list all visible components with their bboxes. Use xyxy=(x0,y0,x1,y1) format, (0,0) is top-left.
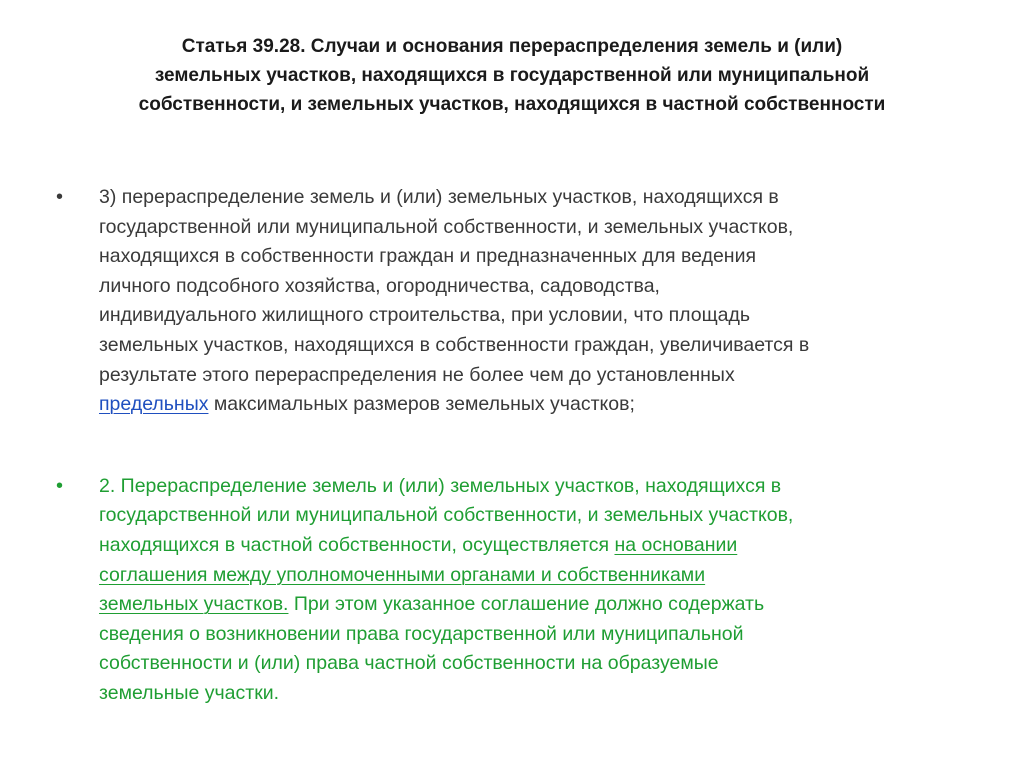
bullet-text-line xyxy=(99,531,976,561)
bullet-text-line xyxy=(99,561,976,591)
title-line: собственности, и земельных участков, находящихся в частной собственности xyxy=(138,94,886,115)
bullet-list xyxy=(56,183,976,709)
link-land-plots[interactable]: земельных участков. xyxy=(99,593,289,616)
bullet-text-line: индивидуального жилищного строительства, при условии, что площадь xyxy=(99,304,751,327)
title-line: Статья 39.28. Случаи и основания перераспределения земель и (или) xyxy=(181,36,843,57)
bullet-text-line: собственности и (или) права частной собственности на образуемые xyxy=(99,652,719,675)
bullet-text-line: государственной или муниципальной собственности, и земельных участков, xyxy=(99,215,794,238)
bullet-text-line: 2. Перераспределение земель и (или) земельных участков, находящихся в xyxy=(99,474,782,497)
bullet-text-line xyxy=(99,590,976,620)
bullet-text-fragment: максимальных размеров земельных участков; xyxy=(208,393,635,416)
slide-title xyxy=(60,32,964,119)
bullet-text-line: сведения о возникновении права государственной или муниципальной xyxy=(99,622,744,645)
bullet-item-clause-3 xyxy=(56,183,976,420)
link-agreement-basis[interactable]: на основании xyxy=(614,533,738,556)
bullet-text-line: 3) перераспределение земель и (или) земельных участков, находящихся в xyxy=(99,186,779,208)
bullet-marker: • xyxy=(56,186,64,208)
bullet-text-line: личного подсобного хозяйства, огородничества, садоводства, xyxy=(99,274,660,297)
title-line: земельных участков, находящихся в государственной или муниципальной xyxy=(154,65,870,86)
bullet-text-line: земельные участки. xyxy=(99,681,280,704)
bullet-text-line: результате этого перераспределения не более чем до установленных xyxy=(99,363,735,386)
bullet-text-line: государственной или муниципальной собственности, и земельных участков, xyxy=(99,504,794,527)
bullet-text-line: находящихся в собственности граждан и предназначенных для ведения xyxy=(99,245,757,268)
bullet-text-line: земельных участков, находящихся в собственности граждан, увеличивается в xyxy=(99,333,810,356)
link-agreement-parties[interactable]: соглашения между уполномоченными органами и собственниками xyxy=(99,563,706,586)
bullet-item-clause-2 xyxy=(56,472,976,709)
bullet-text-fragment: находящихся в частной собственности, осуществляется xyxy=(99,533,615,556)
bullet-marker: • xyxy=(56,474,64,497)
bullet-text-fragment: При этом указанное соглашение должно содержать xyxy=(288,593,765,616)
link-predelnyh[interactable]: предельных xyxy=(99,393,209,416)
bullet-text-line-last xyxy=(99,390,976,420)
